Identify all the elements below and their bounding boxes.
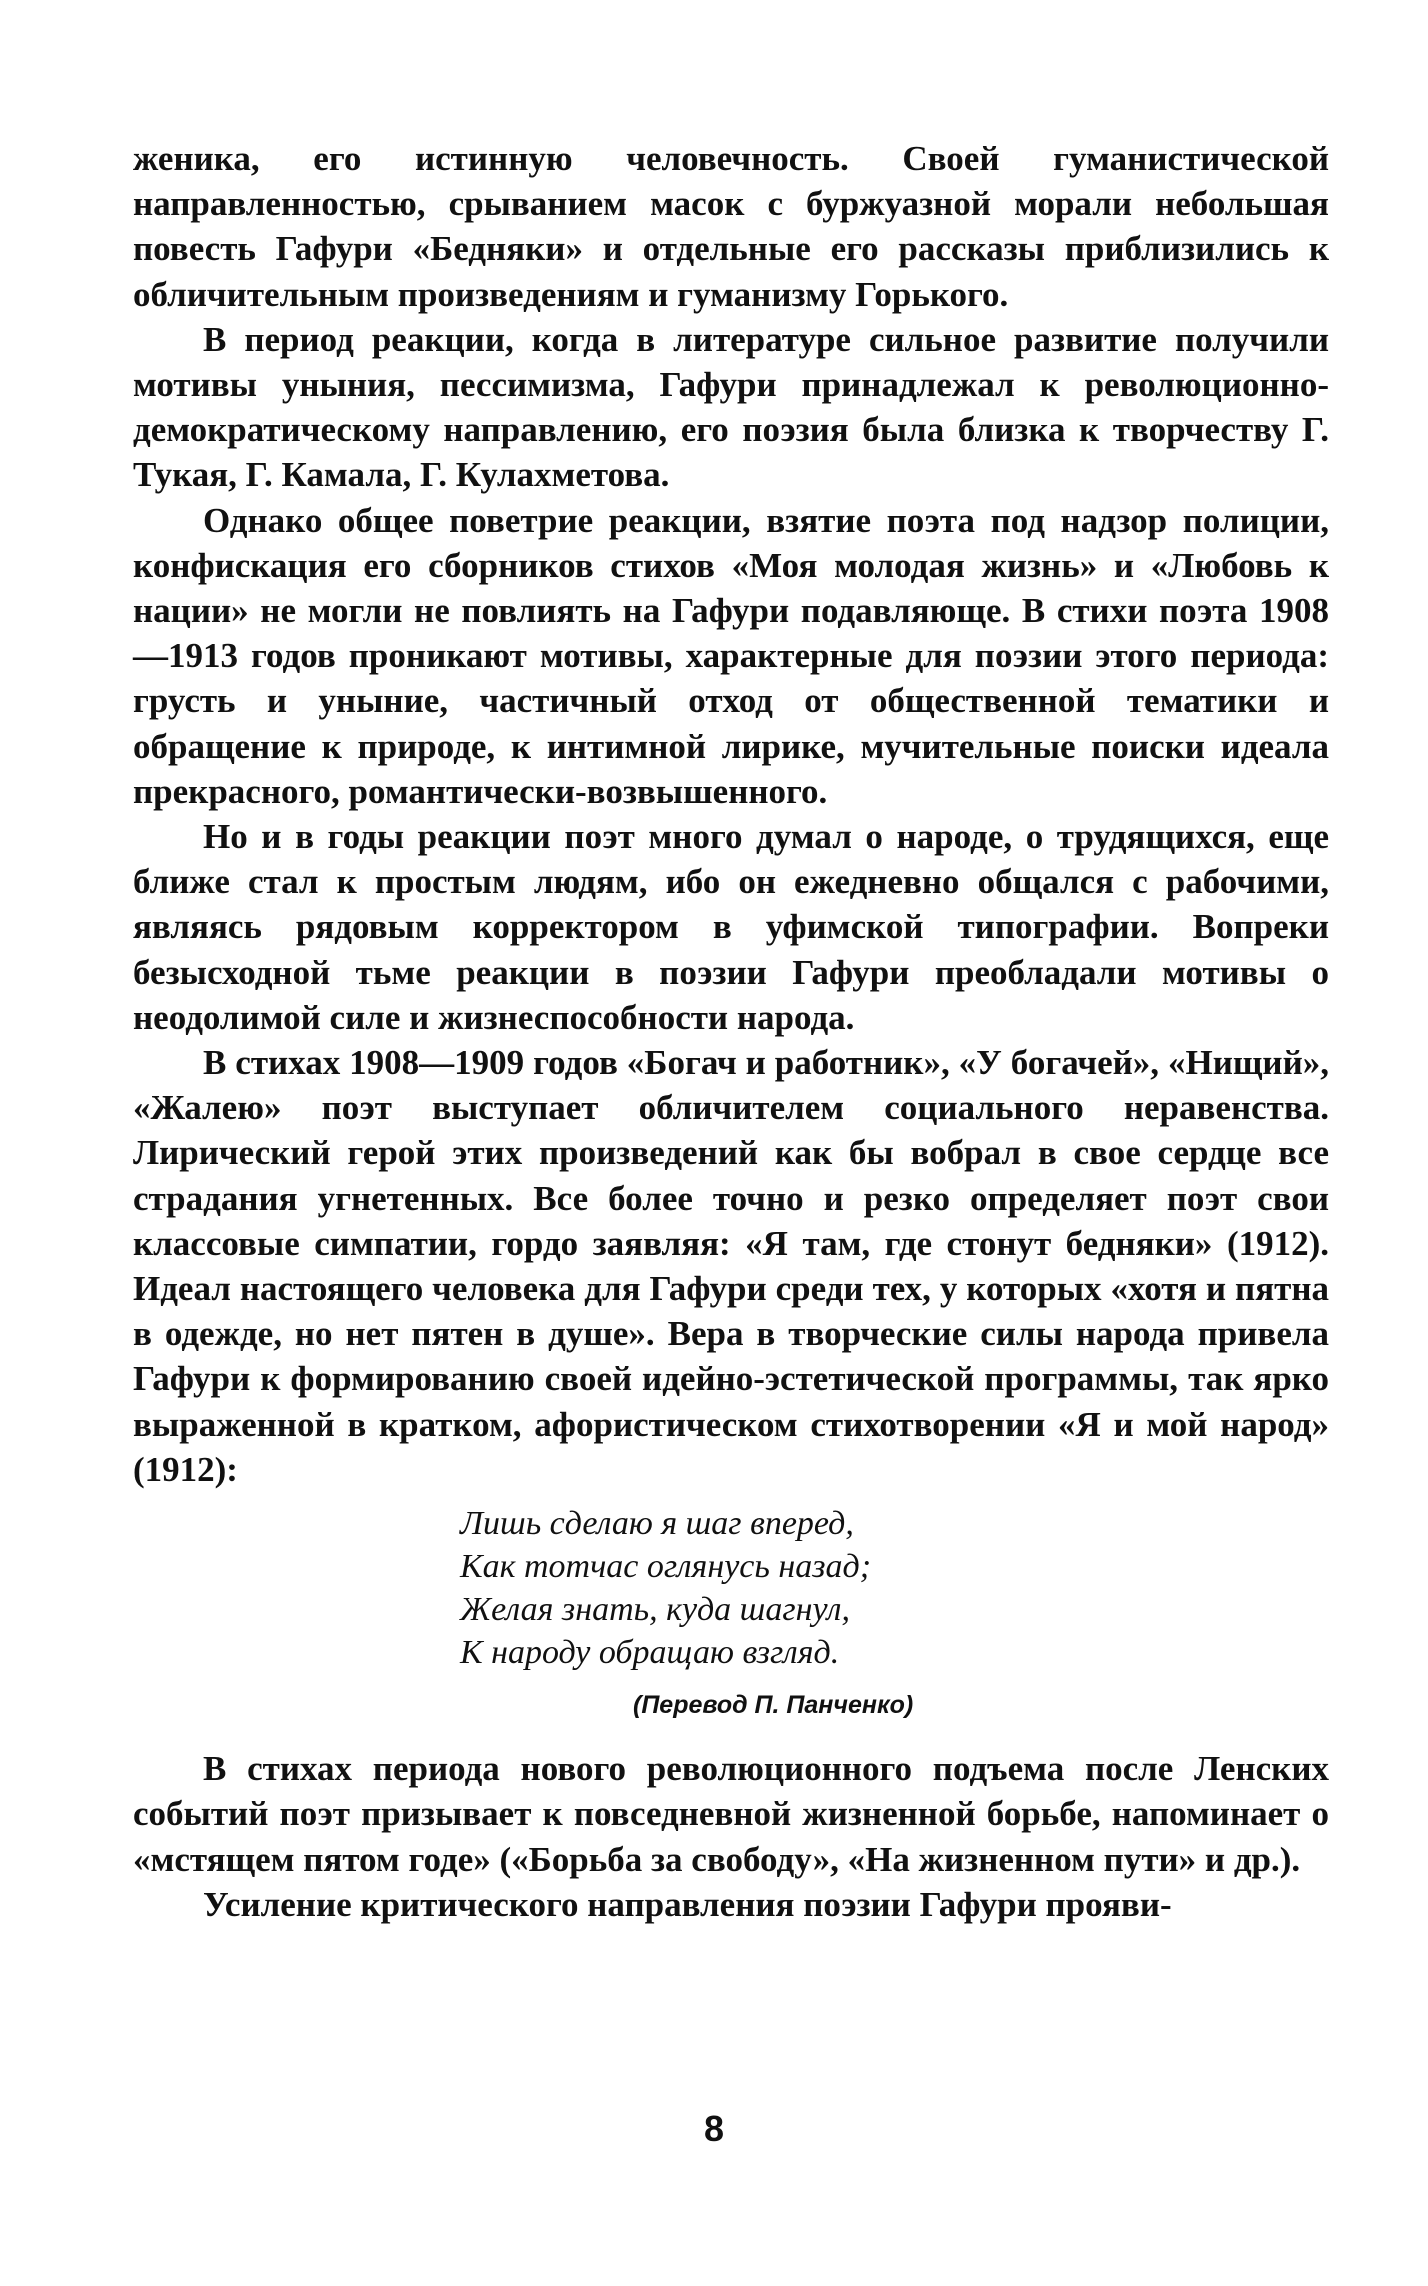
poem-quote: [133, 1502, 1329, 1674]
poem-line-2: Как тотчас оглянусь назад;: [460, 1548, 872, 1586]
paragraph-4: Но и в годы реакции поэт много думал о народе, о трудящихся, еще ближе стал к простым людям, ибо он ежедневно общался с рабочими, являясь рядовым корректором в уфимской типографии. Вопреки безысходной тьме реакции в поэзии Гафури преобладали мотивы о неодолимой силе и жизнеспособности народа.: [133, 817, 1329, 1037]
paragraph-7: Усиление критического направления поэзии Гафури прояви-: [203, 1884, 1172, 1924]
paragraph-1: женика, его истинную человечность. Своей гуманистической направленностью, срыванием масок с буржуазной морали небольшая повесть Гафури «Бедняки» и отдельные его рассказы приблизились к обличительным произведениям и гуманизму Горького.: [133, 139, 1329, 314]
paragraph-3: Однако общее поветрие реакции, взятие поэта под надзор полиции, конфискация его сборников стихов «Моя молодая жизнь» и «Любовь к нации» не могли не повлиять на Гафури подавляюще. В стихи поэта 1908—1913 годов проникают мотивы, характерные для поэзии этого периода: грусть и уныние, частичный отход от общественной тематики и обращение к природе, к интимной лирике, мучительные поиски идеала прекрасного, романтически-возвышенного.: [133, 500, 1329, 811]
translation-attribution: (Перевод П. Панченко): [633, 1691, 914, 1720]
page-number: 8: [703, 2108, 725, 2149]
paragraph-6: В стихах периода нового революционного подъема после Ленских событий поэт призывает к повседневной жизненной борьбе, напоминает о «мстящем пятом годе» («Борьба за свободу», «На жизненном пути» и др.).: [133, 1749, 1329, 1879]
poem-line-1: Лишь сделаю я шаг вперед,: [460, 1505, 854, 1543]
paragraph-2: В период реакции, когда в литературе сильное развитие получили мотивы уныния, пессимизма, Гафури принадлежал к революционно-демократическому направлению, его поэзия была близка к творчеству Г. Тукая, Г. Камала, Г. Кулахметова.: [133, 319, 1329, 495]
poem-line-3: Желая знать, куда шагнул,: [460, 1591, 850, 1629]
poem-line-4: К народу обращаю взгляд.: [460, 1634, 840, 1672]
body-text: [133, 136, 1329, 1927]
paragraph-5: В стихах 1908—1909 годов «Богач и работник», «У богачей», «Нищий», «Жалею» поэт выступает обличителем социального неравенства. Лирический герой этих произведений как бы вобрал в свое сердце все страдания угнетенных. Все более точно и резко определяет поэт свои классовые симпатии, гордо заявляя: «Я там, где стонут бедняки» (1912). Идеал настоящего человека для Гафури среди тех, у которых «хотя и пятна в одежде, но нет пятен в душе». Вера в творческие силы народа привела Гафури к формированию своей идейно-эстетической программы, так ярко выраженной в кратком, афористическом стихотворении «Я и мой народ» (1912):: [133, 1043, 1329, 1489]
